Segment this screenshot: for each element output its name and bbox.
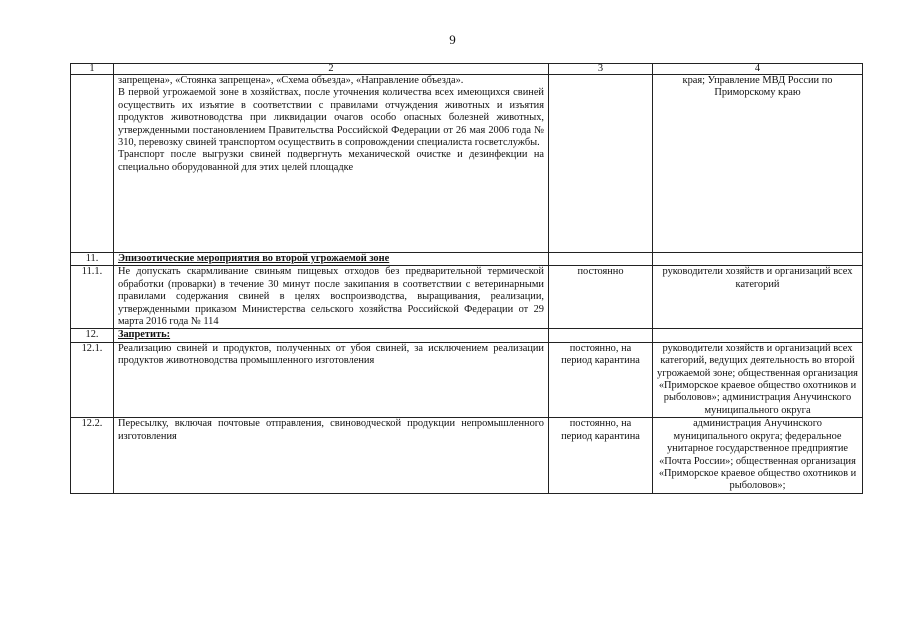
row-responsible: руководители хозяйств и организаций всех категорий — [653, 266, 863, 329]
row-period: постоянно, на период карантина — [549, 342, 653, 417]
row-period — [549, 329, 653, 342]
header-col-4: 4 — [653, 64, 863, 75]
row-period — [549, 253, 653, 266]
row-responsible: края; Управление МВД России по Приморскому краю — [653, 75, 863, 253]
row-number — [71, 75, 114, 253]
paragraph: В первой угрожаемой зоне в хозяйствах, после уточнения количества всех имеющихся свиней осуществить их изъятие в соответствии с правилами отчуждения животных и изъятия продуктов животноводства при ликвидации очагов особо опасных болезней животных, утвержденными постановлением Правительства Российской Федерации от 26 мая 2006 года № 310, перевозку свиней транспортом осуществить в сопровождении специалиста госветслужбы. — [118, 87, 544, 149]
row-period: постоянно — [549, 266, 653, 329]
paragraph: запрещена», «Стоянка запрещена», «Схема объезда», «Направление объезда». — [118, 75, 464, 86]
header-col-2: 2 — [114, 64, 549, 75]
row-number: 11.1. — [71, 266, 114, 329]
row-responsible — [653, 253, 863, 266]
table-header-row — [71, 64, 863, 75]
table-row-section-11 — [71, 253, 863, 266]
row-period — [549, 75, 653, 253]
header-col-1: 1 — [71, 64, 114, 75]
row-number: 11. — [71, 253, 114, 266]
table-row-section-12 — [71, 329, 863, 342]
row-period: постоянно, на период карантина — [549, 418, 653, 493]
row-responsible: руководители хозяйств и организаций всех категорий, ведущих деятельность во второй угрожаемой зоне; общественная организация «Приморское краевое общество охотников и рыболовов»; администрация Анучинского муниципального округа — [653, 342, 863, 417]
row-text: Не допускать скармливание свиньям пищевых отходов без предварительной термической обработки (проварки) в течение 30 минут после закипания в соответствии с ветеринарными правилами содержания свиней в целях воспроизводства, выращивания, реализации, утвержденными приказом Министерства сельского хозяйства Российской Федерации от 29 марта 2016 года № 114 — [114, 266, 549, 329]
row-text — [114, 75, 549, 253]
row-responsible — [653, 329, 863, 342]
table-row-11-1 — [71, 266, 863, 329]
table-row-12-2 — [71, 418, 863, 493]
row-number: 12.1. — [71, 342, 114, 417]
section-heading: Запретить: — [114, 329, 549, 342]
header-col-3: 3 — [549, 64, 653, 75]
page-number: 9 — [449, 32, 456, 47]
section-heading: Эпизоотические мероприятия во второй угрожаемой зоне — [114, 253, 549, 266]
row-responsible: администрация Анучинского муниципального округа; федеральное унитарное государственное предприятие «Почта России»; общественная организация «Приморское краевое общество охотников и рыболовов»; — [653, 418, 863, 493]
row-text: Реализацию свиней и продуктов, полученных от убоя свиней, за исключением реализации продуктов животноводства промышленного изготовления — [114, 342, 549, 417]
paragraph: Транспорт после выгрузки свиней подвергнуть механической очистке и дезинфекции на специально оборудованной для этих целей площадке — [118, 149, 544, 173]
table-row-continuation — [71, 75, 863, 253]
row-number: 12. — [71, 329, 114, 342]
row-text: Пересылку, включая почтовые отправления, свиноводческой продукции непромышленного изготовления — [114, 418, 549, 493]
measures-table — [70, 63, 863, 494]
row-number: 12.2. — [71, 418, 114, 493]
table-row-12-1 — [71, 342, 863, 417]
